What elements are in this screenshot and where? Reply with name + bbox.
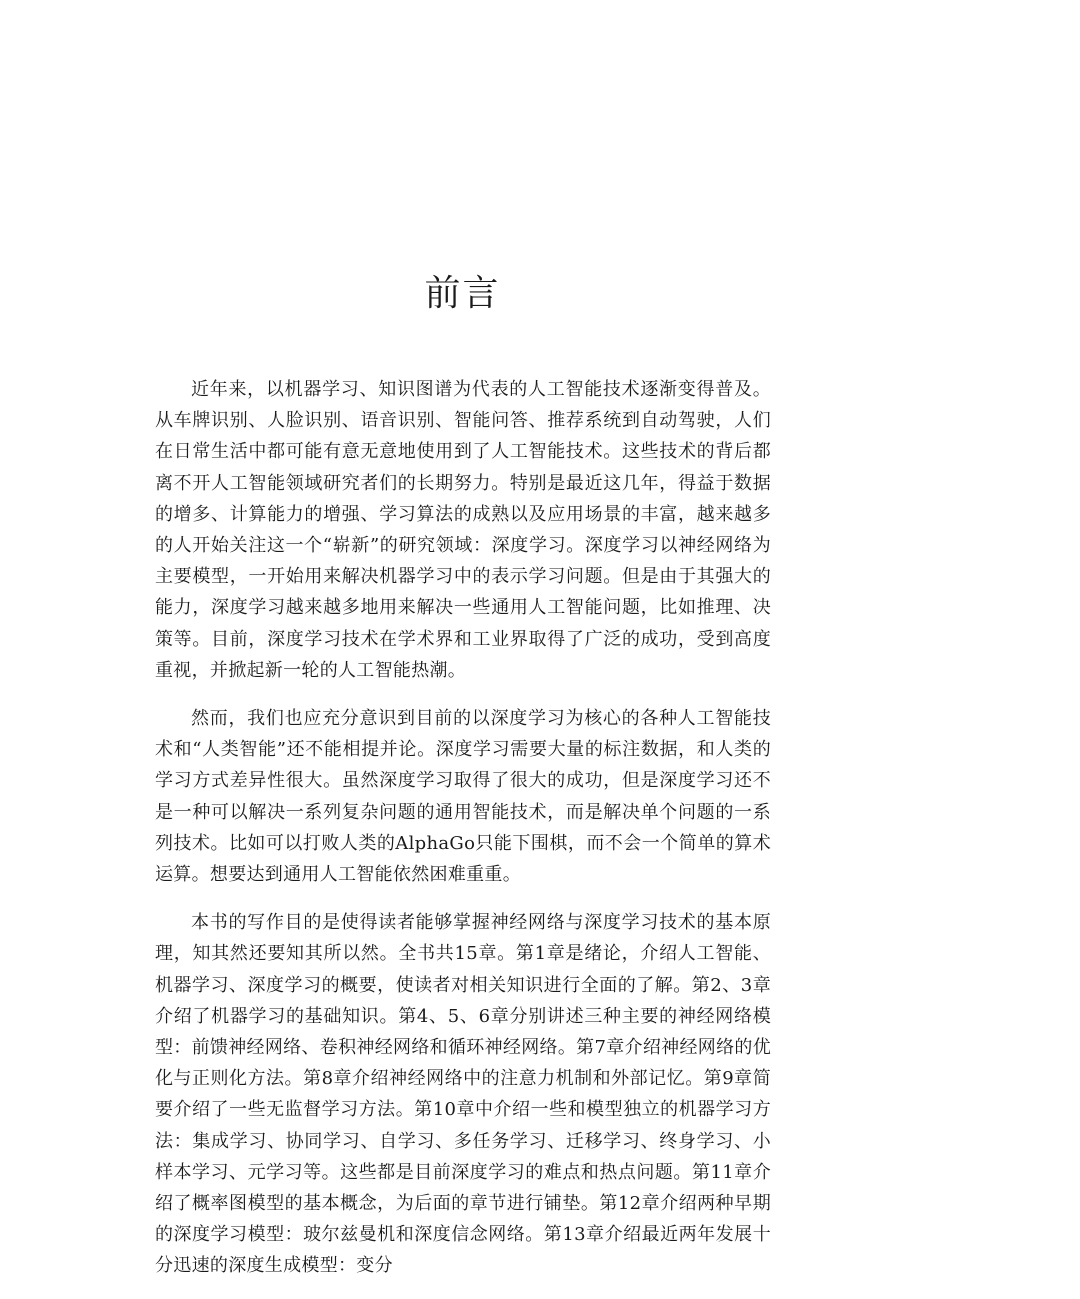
paragraph-1: 近年来，以机器学习、知识图谱为代表的人工智能技术逐渐变得普及。从车牌识别、人脸识别、语音识别、智能问答、推荐系统到自动驾驶，人们在日常生活中都可能有意无意地使用到了人工智能技术。这些技术的背后都离不开人工智能领域研究者们的长期努力。特别是最近这几年，得益于数据的增多、计算能力的增强、学习算法的成熟以及应用场景的丰富，越来越多的人开始关注这一个“崭新”的研究领域：深度学习。深度学习以神经网络为主要模型，一开始用来解决机器学习中的表示学习问题。但是由于其强大的能力，深度学习越来越多地用来解决一些通用人工智能问题，比如推理、决策等。目前，深度学习技术在学术界和工业界取得了广泛的成功，受到高度重视，并掀起新一轮的人工智能热潮。 bbox=[155, 379, 771, 681]
preface-body bbox=[155, 374, 771, 1299]
paragraph-2: 然而，我们也应充分意识到目前的以深度学习为核心的各种人工智能技术和“人类智能”还不能相提并论。深度学习需要大量的标注数据，和人类的学习方式差异性很大。虽然深度学习取得了很大的成功，但是深度学习还不是一种可以解决一系列复杂问题的通用智能技术，而是解决单个问题的一系列技术。比如可以打败人类的AlphaGo只能下围棋，而不会一个简单的算术运算。想要达到通用人工智能依然困难重重。 bbox=[155, 708, 771, 886]
page-title: 前言 bbox=[424, 273, 501, 315]
paragraph-3: 本书的写作目的是使得读者能够掌握神经网络与深度学习技术的基本原理，知其然还要知其所以然。全书共15章。第1章是绪论，介绍人工智能、机器学习、深度学习的概要，使读者对相关知识进行全面的了解。第2、3章介绍了机器学习的基础知识。第4、5、6章分别讲述三种主要的神经网络模型：前馈神经网络、卷积神经网络和循环神经网络。第7章介绍神经网络的优化与正则化方法。第8章介绍神经网络中的注意力机制和外部记忆。第9章简要介绍了一些无监督学习方法。第10章中介绍一些和模型独立的机器学习方法：集成学习、协同学习、自学习、多任务学习、迁移学习、终身学习、小样本学习、元学习等。这些都是目前深度学习的难点和热点问题。第11章介绍了概率图模型的基本概念，为后面的章节进行铺垫。第12章介绍两种早期的深度学习模型：玻尔兹曼机和深度信念网络。第13章介绍最近两年发展十分迅速的深度生成模型：变分 bbox=[155, 912, 771, 1277]
